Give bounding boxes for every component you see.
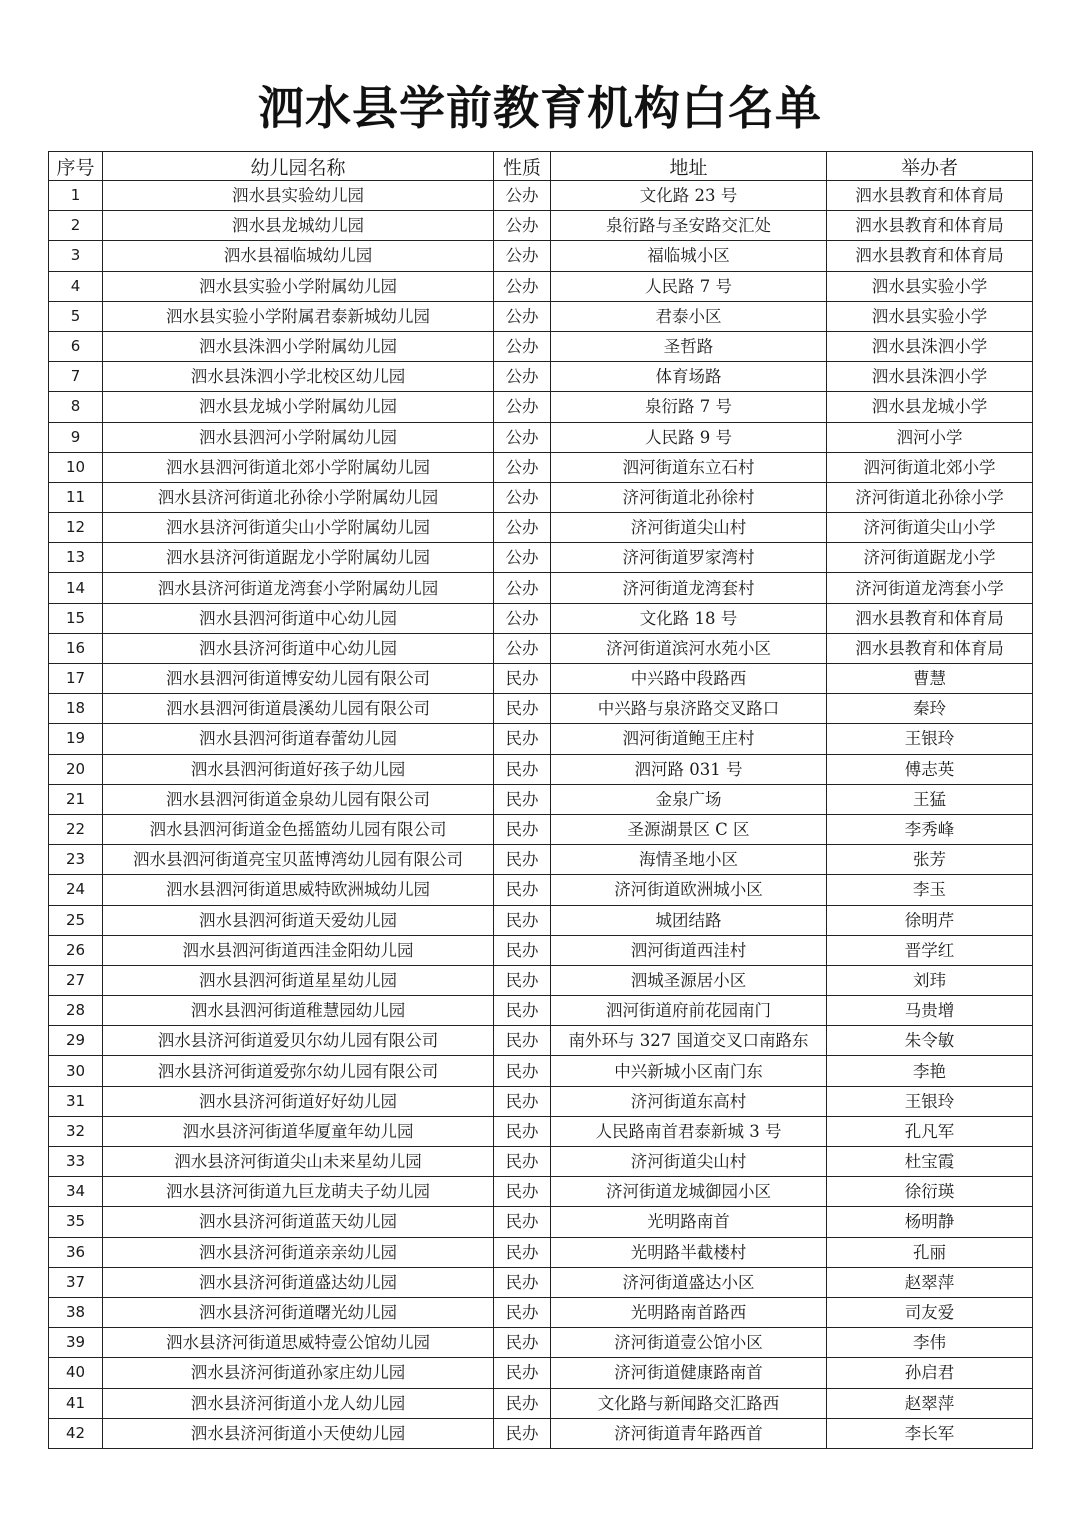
cell-organizer: 泗水县洙泗小学	[827, 331, 1033, 361]
cell-type: 公办	[494, 452, 551, 482]
cell-index: 34	[49, 1177, 103, 1207]
cell-organizer: 泗水县实验小学	[827, 301, 1033, 331]
cell-index: 22	[49, 814, 103, 844]
cell-index: 1	[49, 181, 103, 211]
cell-index: 25	[49, 905, 103, 935]
table-row	[49, 452, 1033, 482]
cell-organizer: 泗水县教育和体育局	[827, 633, 1033, 663]
table-row	[49, 996, 1033, 1026]
table-row	[49, 1116, 1033, 1146]
cell-address: 海情圣地小区	[551, 845, 827, 875]
cell-address: 圣源湖景区 C 区	[551, 814, 827, 844]
table-row	[49, 181, 1033, 211]
cell-organizer: 赵翠萍	[827, 1388, 1033, 1418]
cell-address: 泗城圣源居小区	[551, 965, 827, 995]
table-row	[49, 1418, 1033, 1448]
cell-type: 民办	[494, 1116, 551, 1146]
cell-address: 济河街道壹公馆小区	[551, 1328, 827, 1358]
table-row	[49, 1237, 1033, 1267]
cell-type: 民办	[494, 1418, 551, 1448]
cell-name: 泗水县济河街道小天使幼儿园	[103, 1418, 494, 1448]
cell-address: 泗河街道府前花园南门	[551, 996, 827, 1026]
cell-type: 民办	[494, 1086, 551, 1116]
cell-organizer: 刘玮	[827, 965, 1033, 995]
cell-address: 君泰小区	[551, 301, 827, 331]
cell-address: 泗河街道东立石村	[551, 452, 827, 482]
cell-name: 泗水县泗河街道中心幼儿园	[103, 603, 494, 633]
cell-index: 31	[49, 1086, 103, 1116]
cell-type: 公办	[494, 301, 551, 331]
cell-type: 民办	[494, 814, 551, 844]
cell-organizer: 马贵增	[827, 996, 1033, 1026]
cell-name: 泗水县龙城小学附属幼儿园	[103, 392, 494, 422]
cell-name: 泗水县济河街道尖山小学附属幼儿园	[103, 513, 494, 543]
cell-type: 公办	[494, 573, 551, 603]
cell-organizer: 泗水县实验小学	[827, 271, 1033, 301]
cell-name: 泗水县洙泗小学北校区幼儿园	[103, 362, 494, 392]
cell-index: 23	[49, 845, 103, 875]
cell-organizer: 朱令敏	[827, 1026, 1033, 1056]
cell-name: 泗水县泗河街道天爱幼儿园	[103, 905, 494, 935]
cell-name: 泗水县济河街道小龙人幼儿园	[103, 1388, 494, 1418]
cell-type: 民办	[494, 1388, 551, 1418]
cell-name: 泗水县实验小学附属幼儿园	[103, 271, 494, 301]
cell-organizer: 泗河街道北郊小学	[827, 452, 1033, 482]
cell-type: 民办	[494, 694, 551, 724]
table-row	[49, 1328, 1033, 1358]
table-row	[49, 422, 1033, 452]
cell-address: 济河街道龙湾套村	[551, 573, 827, 603]
cell-address: 泗河街道鲍王庄村	[551, 724, 827, 754]
cell-address: 济河街道盛达小区	[551, 1267, 827, 1297]
cell-address: 济河街道健康路南首	[551, 1358, 827, 1388]
cell-index: 29	[49, 1026, 103, 1056]
table-row	[49, 1207, 1033, 1237]
table-row	[49, 814, 1033, 844]
table-row	[49, 603, 1033, 633]
cell-type: 民办	[494, 996, 551, 1026]
table-row	[49, 724, 1033, 754]
cell-name: 泗水县济河街道华厦童年幼儿园	[103, 1116, 494, 1146]
cell-address: 济河街道滨河水苑小区	[551, 633, 827, 663]
table-row	[49, 1177, 1033, 1207]
cell-type: 民办	[494, 1056, 551, 1086]
table-row	[49, 1056, 1033, 1086]
cell-address: 济河街道尖山村	[551, 513, 827, 543]
cell-name: 泗水县济河街道北孙徐小学附属幼儿园	[103, 482, 494, 512]
cell-name: 泗水县济河街道好好幼儿园	[103, 1086, 494, 1116]
cell-index: 8	[49, 392, 103, 422]
cell-index: 38	[49, 1297, 103, 1327]
cell-organizer: 赵翠萍	[827, 1267, 1033, 1297]
cell-address: 光明路南首路西	[551, 1297, 827, 1327]
cell-index: 27	[49, 965, 103, 995]
cell-type: 民办	[494, 965, 551, 995]
cell-name: 泗水县泗河小学附属幼儿园	[103, 422, 494, 452]
cell-index: 11	[49, 482, 103, 512]
cell-address: 泗河街道西洼村	[551, 935, 827, 965]
table-row	[49, 845, 1033, 875]
column-header-name: 幼儿园名称	[103, 152, 494, 181]
cell-name: 泗水县泗河街道春蕾幼儿园	[103, 724, 494, 754]
cell-organizer: 王银玲	[827, 1086, 1033, 1116]
cell-type: 民办	[494, 1328, 551, 1358]
cell-name: 泗水县济河街道尖山未来星幼儿园	[103, 1147, 494, 1177]
cell-organizer: 曹慧	[827, 664, 1033, 694]
cell-organizer: 泗水县教育和体育局	[827, 603, 1033, 633]
cell-index: 10	[49, 452, 103, 482]
whitelist-table	[48, 151, 1033, 1449]
cell-organizer: 孔丽	[827, 1237, 1033, 1267]
table-row	[49, 1026, 1033, 1056]
cell-index: 9	[49, 422, 103, 452]
cell-index: 18	[49, 694, 103, 724]
cell-name: 泗水县济河街道曙光幼儿园	[103, 1297, 494, 1327]
cell-address: 中兴路中段路西	[551, 664, 827, 694]
cell-organizer: 泗水县教育和体育局	[827, 211, 1033, 241]
table-row	[49, 1388, 1033, 1418]
cell-organizer: 济河街道北孙徐小学	[827, 482, 1033, 512]
table-row	[49, 301, 1033, 331]
cell-address: 人民路 7 号	[551, 271, 827, 301]
cell-name: 泗水县济河街道亲亲幼儿园	[103, 1237, 494, 1267]
cell-address: 人民路 9 号	[551, 422, 827, 452]
cell-index: 12	[49, 513, 103, 543]
cell-organizer: 济河街道尖山小学	[827, 513, 1033, 543]
cell-type: 公办	[494, 603, 551, 633]
cell-index: 13	[49, 543, 103, 573]
cell-address: 人民路南首君泰新城 3 号	[551, 1116, 827, 1146]
cell-organizer: 徐明芹	[827, 905, 1033, 935]
cell-name: 泗水县福临城幼儿园	[103, 241, 494, 271]
cell-name: 泗水县龙城幼儿园	[103, 211, 494, 241]
cell-index: 41	[49, 1388, 103, 1418]
cell-organizer: 孔凡军	[827, 1116, 1033, 1146]
cell-index: 33	[49, 1147, 103, 1177]
cell-address: 济河街道北孙徐村	[551, 482, 827, 512]
cell-type: 民办	[494, 875, 551, 905]
cell-organizer: 张芳	[827, 845, 1033, 875]
table-row	[49, 1147, 1033, 1177]
cell-organizer: 孙启君	[827, 1358, 1033, 1388]
cell-organizer: 李玉	[827, 875, 1033, 905]
cell-organizer: 王银玲	[827, 724, 1033, 754]
cell-name: 泗水县济河街道孙家庄幼儿园	[103, 1358, 494, 1388]
table-row	[49, 543, 1033, 573]
cell-organizer: 司友爱	[827, 1297, 1033, 1327]
cell-index: 32	[49, 1116, 103, 1146]
cell-type: 公办	[494, 181, 551, 211]
cell-type: 公办	[494, 271, 551, 301]
cell-organizer: 李艳	[827, 1056, 1033, 1086]
cell-address: 南外环与 327 国道交叉口南路东	[551, 1026, 827, 1056]
cell-index: 28	[49, 996, 103, 1026]
column-header-type: 性质	[494, 152, 551, 181]
cell-index: 26	[49, 935, 103, 965]
cell-name: 泗水县济河街道踞龙小学附属幼儿园	[103, 543, 494, 573]
cell-address: 济河街道罗家湾村	[551, 543, 827, 573]
table-row	[49, 694, 1033, 724]
cell-organizer: 傅志英	[827, 754, 1033, 784]
cell-organizer: 李长军	[827, 1418, 1033, 1448]
cell-organizer: 晋学红	[827, 935, 1033, 965]
table-row	[49, 784, 1033, 814]
table-row	[49, 1358, 1033, 1388]
cell-type: 民办	[494, 1297, 551, 1327]
cell-type: 公办	[494, 543, 551, 573]
cell-organizer: 王猛	[827, 784, 1033, 814]
cell-name: 泗水县洙泗小学附属幼儿园	[103, 331, 494, 361]
cell-address: 济河街道尖山村	[551, 1147, 827, 1177]
header-row	[49, 152, 1033, 181]
cell-organizer: 杨明静	[827, 1207, 1033, 1237]
cell-name: 泗水县泗河街道好孩子幼儿园	[103, 754, 494, 784]
cell-name: 泗水县实验幼儿园	[103, 181, 494, 211]
cell-name: 泗水县泗河街道金色摇篮幼儿园有限公司	[103, 814, 494, 844]
cell-index: 4	[49, 271, 103, 301]
cell-address: 圣哲路	[551, 331, 827, 361]
cell-organizer: 李秀峰	[827, 814, 1033, 844]
table-row	[49, 573, 1033, 603]
cell-type: 民办	[494, 1177, 551, 1207]
cell-address: 济河街道龙城御园小区	[551, 1177, 827, 1207]
cell-index: 37	[49, 1267, 103, 1297]
table-row	[49, 392, 1033, 422]
cell-type: 民办	[494, 845, 551, 875]
column-header-address: 地址	[551, 152, 827, 181]
cell-type: 民办	[494, 1267, 551, 1297]
cell-name: 泗水县济河街道蓝天幼儿园	[103, 1207, 494, 1237]
cell-type: 民办	[494, 935, 551, 965]
cell-address: 金泉广场	[551, 784, 827, 814]
cell-index: 2	[49, 211, 103, 241]
cell-index: 30	[49, 1056, 103, 1086]
cell-type: 公办	[494, 362, 551, 392]
cell-organizer: 泗水县教育和体育局	[827, 241, 1033, 271]
cell-address: 泉衍路与圣安路交汇处	[551, 211, 827, 241]
cell-organizer: 李伟	[827, 1328, 1033, 1358]
cell-type: 民办	[494, 1358, 551, 1388]
table-row	[49, 935, 1033, 965]
cell-type: 民办	[494, 1237, 551, 1267]
table-body	[49, 181, 1033, 1449]
cell-type: 公办	[494, 422, 551, 452]
cell-name: 泗水县实验小学附属君泰新城幼儿园	[103, 301, 494, 331]
cell-name: 泗水县济河街道龙湾套小学附属幼儿园	[103, 573, 494, 603]
column-header-organizer: 举办者	[827, 152, 1033, 181]
table-row	[49, 241, 1033, 271]
cell-type: 民办	[494, 664, 551, 694]
cell-address: 济河街道青年路西首	[551, 1418, 827, 1448]
cell-name: 泗水县济河街道九巨龙萌夫子幼儿园	[103, 1177, 494, 1207]
cell-type: 民办	[494, 1147, 551, 1177]
cell-index: 19	[49, 724, 103, 754]
cell-index: 16	[49, 633, 103, 663]
table-header	[49, 152, 1033, 181]
table-row	[49, 362, 1033, 392]
cell-type: 民办	[494, 1207, 551, 1237]
cell-address: 光明路南首	[551, 1207, 827, 1237]
page-title: 泗水县学前教育机构白名单	[258, 81, 822, 135]
cell-name: 泗水县泗河街道稚慧园幼儿园	[103, 996, 494, 1026]
cell-type: 公办	[494, 331, 551, 361]
table-row	[49, 271, 1033, 301]
cell-index: 42	[49, 1418, 103, 1448]
cell-index: 24	[49, 875, 103, 905]
table-row	[49, 1267, 1033, 1297]
cell-address: 福临城小区	[551, 241, 827, 271]
cell-name: 泗水县济河街道思威特壹公馆幼儿园	[103, 1328, 494, 1358]
column-header-index: 序号	[49, 152, 103, 181]
cell-type: 公办	[494, 241, 551, 271]
cell-index: 39	[49, 1328, 103, 1358]
cell-name: 泗水县泗河街道星星幼儿园	[103, 965, 494, 995]
cell-index: 36	[49, 1237, 103, 1267]
cell-type: 民办	[494, 754, 551, 784]
cell-organizer: 泗水县洙泗小学	[827, 362, 1033, 392]
cell-organizer: 泗水县龙城小学	[827, 392, 1033, 422]
cell-address: 体育场路	[551, 362, 827, 392]
cell-address: 城团结路	[551, 905, 827, 935]
table-row	[49, 211, 1033, 241]
cell-name: 泗水县济河街道盛达幼儿园	[103, 1267, 494, 1297]
table-row	[49, 633, 1033, 663]
cell-address: 文化路 23 号	[551, 181, 827, 211]
cell-address: 中兴路与泉济路交叉路口	[551, 694, 827, 724]
cell-name: 泗水县济河街道爱弥尔幼儿园有限公司	[103, 1056, 494, 1086]
cell-address: 中兴新城小区南门东	[551, 1056, 827, 1086]
cell-type: 公办	[494, 482, 551, 512]
cell-address: 济河街道欧洲城小区	[551, 875, 827, 905]
table-row	[49, 513, 1033, 543]
cell-index: 20	[49, 754, 103, 784]
table-row	[49, 965, 1033, 995]
cell-index: 6	[49, 331, 103, 361]
cell-type: 民办	[494, 724, 551, 754]
cell-index: 17	[49, 664, 103, 694]
cell-name: 泗水县泗河街道思威特欧洲城幼儿园	[103, 875, 494, 905]
cell-type: 公办	[494, 513, 551, 543]
cell-address: 文化路与新闻路交汇路西	[551, 1388, 827, 1418]
cell-organizer: 杜宝霞	[827, 1147, 1033, 1177]
cell-organizer: 徐衍瑛	[827, 1177, 1033, 1207]
cell-name: 泗水县泗河街道西洼金阳幼儿园	[103, 935, 494, 965]
cell-address: 济河街道东高村	[551, 1086, 827, 1116]
cell-index: 7	[49, 362, 103, 392]
cell-index: 21	[49, 784, 103, 814]
cell-index: 40	[49, 1358, 103, 1388]
cell-address: 泗河路 031 号	[551, 754, 827, 784]
cell-type: 民办	[494, 905, 551, 935]
cell-name: 泗水县泗河街道博安幼儿园有限公司	[103, 664, 494, 694]
cell-name: 泗水县泗河街道金泉幼儿园有限公司	[103, 784, 494, 814]
table-row	[49, 664, 1033, 694]
table-row	[49, 1297, 1033, 1327]
table-row	[49, 482, 1033, 512]
cell-address: 文化路 18 号	[551, 603, 827, 633]
table-row	[49, 905, 1033, 935]
table-row	[49, 754, 1033, 784]
cell-type: 公办	[494, 633, 551, 663]
cell-address: 泉衍路 7 号	[551, 392, 827, 422]
cell-type: 民办	[494, 1026, 551, 1056]
cell-organizer: 济河街道龙湾套小学	[827, 573, 1033, 603]
cell-name: 泗水县济河街道爱贝尔幼儿园有限公司	[103, 1026, 494, 1056]
cell-name: 泗水县泗河街道晨溪幼儿园有限公司	[103, 694, 494, 724]
cell-index: 14	[49, 573, 103, 603]
table-row	[49, 875, 1033, 905]
cell-index: 35	[49, 1207, 103, 1237]
cell-index: 15	[49, 603, 103, 633]
cell-organizer: 济河街道踞龙小学	[827, 543, 1033, 573]
cell-organizer: 泗河小学	[827, 422, 1033, 452]
cell-type: 民办	[494, 784, 551, 814]
cell-name: 泗水县泗河街道亮宝贝蓝博湾幼儿园有限公司	[103, 845, 494, 875]
cell-name: 泗水县济河街道中心幼儿园	[103, 633, 494, 663]
cell-name: 泗水县泗河街道北郊小学附属幼儿园	[103, 452, 494, 482]
cell-index: 3	[49, 241, 103, 271]
cell-address: 光明路半截楼村	[551, 1237, 827, 1267]
cell-organizer: 泗水县教育和体育局	[827, 181, 1033, 211]
cell-index: 5	[49, 301, 103, 331]
cell-organizer: 秦玲	[827, 694, 1033, 724]
cell-type: 公办	[494, 211, 551, 241]
table-row	[49, 331, 1033, 361]
table-row	[49, 1086, 1033, 1116]
cell-type: 公办	[494, 392, 551, 422]
